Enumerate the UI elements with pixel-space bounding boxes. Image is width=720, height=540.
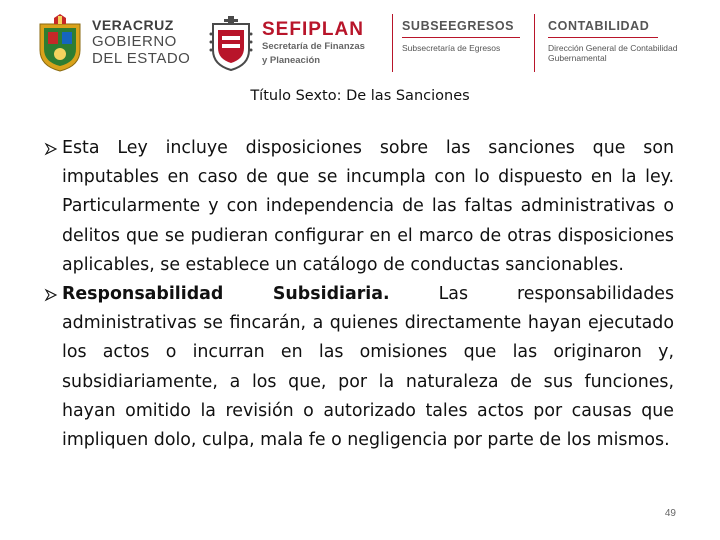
- veracruz-wordmark: [92, 18, 190, 66]
- bullet-item: [44, 134, 674, 280]
- sefiplan-title: SEFIPLAN: [262, 19, 364, 40]
- page-number: 49: [664, 508, 676, 519]
- subsecretaria-title: SUBSEEGRESOS: [402, 19, 515, 33]
- contabilidad-title: CONTABILIDAD: [548, 19, 650, 33]
- contabilidad-block: [548, 20, 698, 63]
- subsecretaria-rule: [402, 37, 520, 38]
- sefiplan-seal-icon: [208, 14, 254, 72]
- contabilidad-sub: Dirección General de Contabilidad Gubernamental: [548, 42, 678, 63]
- arrow-bullet-icon: [44, 142, 58, 156]
- veracruz-line1: VERACRUZ: [92, 17, 174, 33]
- veracruz-seal-icon: [36, 14, 84, 72]
- bullet-lead: Responsabilidad Subsidiaria.: [62, 284, 390, 305]
- header-divider: [392, 14, 393, 72]
- subsecretaria-block: [402, 20, 552, 53]
- sefiplan-sub2: y Planeación: [262, 54, 321, 66]
- slide-title: Título Sexto: De las Sanciones: [250, 88, 470, 104]
- subsecretaria-sub: Subsecretaría de Egresos: [402, 42, 501, 53]
- bullet-text: Esta Ley incluye disposiciones sobre las sanciones que son imputables en caso de que se incumpla con lo dispuesto en la ley. Particularmente y con independencia de las faltas administrativas o delitos que se pudieran configurar en el marco de otras disposiciones aplicables, se establece un catálogo de conductas sancionables.: [62, 138, 674, 275]
- bullet-text: Las responsabilidades administrativas se fincarán, a quienes directamente hayan ejecutado los actos o incurran en las omisiones que las originaron y, subsidiariamente, a los que, por la naturaleza de sus funciones, hayan omitido la revisión o autorizado tales actos por causas que impliquen dolo, culpa, mala fe o negligencia por parte de los mismos.: [62, 284, 674, 451]
- bullet-item: [44, 280, 674, 455]
- slide-body: [44, 134, 674, 455]
- arrow-bullet-icon: [44, 288, 58, 302]
- veracruz-line2: GOBIERNO: [92, 33, 177, 50]
- sefiplan-sub1: Secretaría de Finanzas: [262, 41, 365, 52]
- sefiplan-wordmark: [262, 20, 365, 67]
- header-logos: [0, 0, 720, 80]
- veracruz-line3: DEL ESTADO: [92, 50, 191, 67]
- contabilidad-rule: [548, 37, 658, 38]
- header-divider: [534, 14, 535, 72]
